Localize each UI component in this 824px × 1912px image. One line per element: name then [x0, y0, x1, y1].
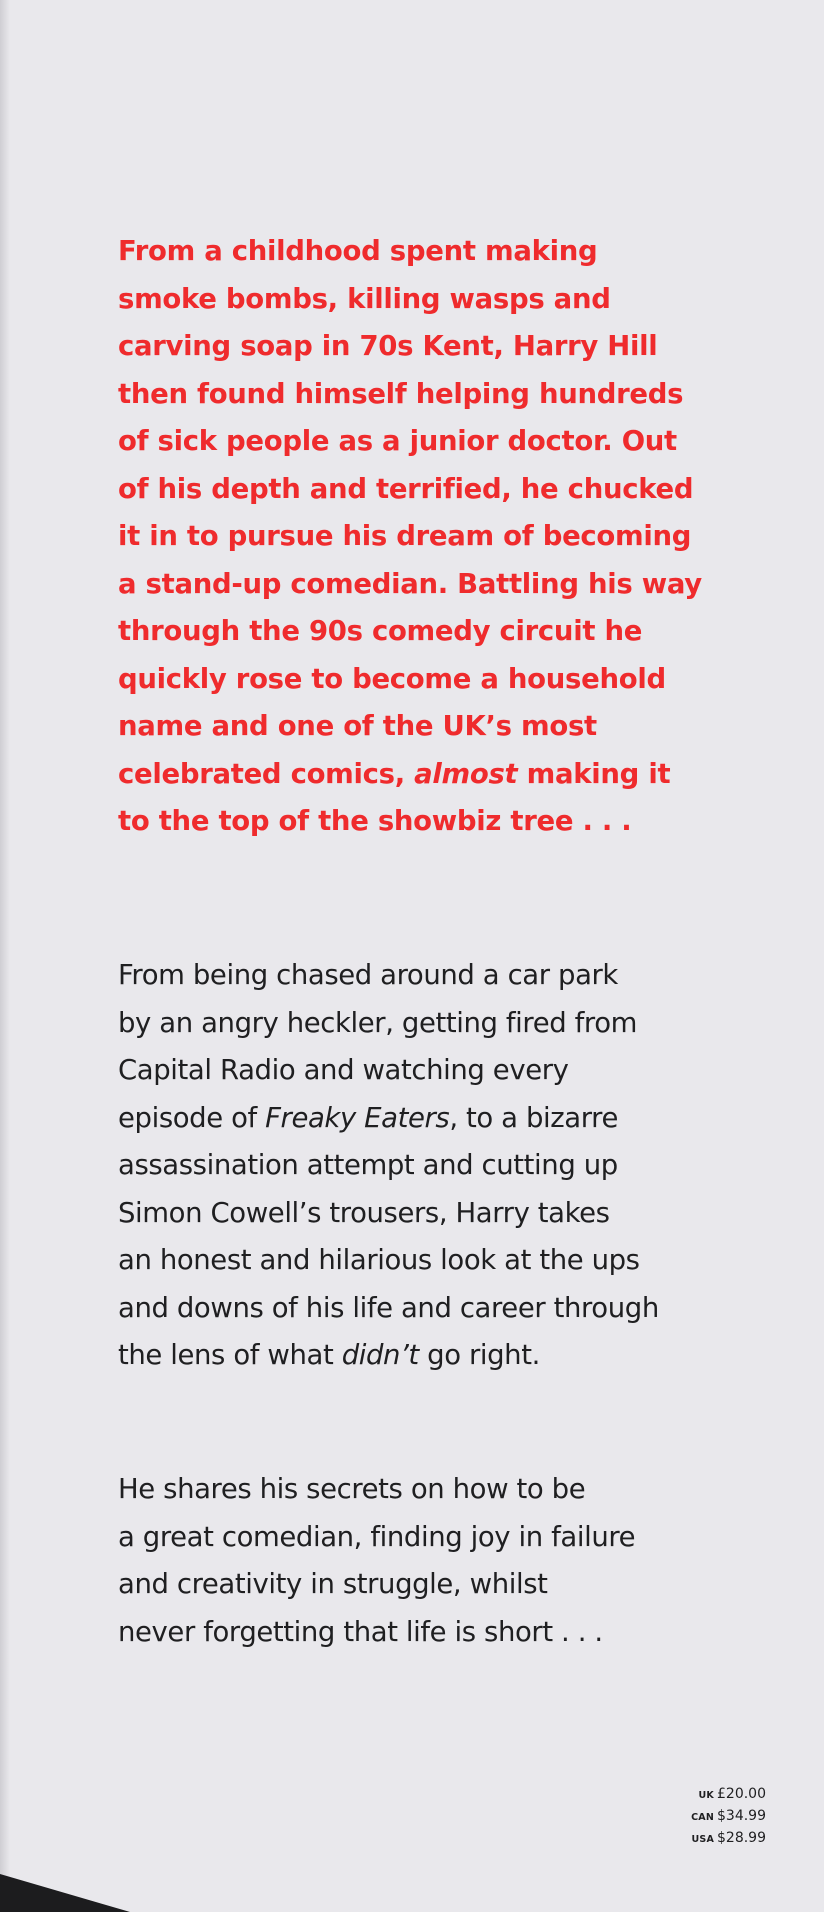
closing-paragraph: [118, 1466, 798, 1656]
body-line: Simon Cowell’s trousers, Harry takes: [118, 1196, 610, 1229]
price-amount: $34.99: [717, 1808, 766, 1824]
price-amount: $28.99: [717, 1830, 766, 1846]
dark-corner-shape: [0, 1874, 130, 1912]
body-text: , to a bizarre: [449, 1101, 618, 1134]
body-line: [118, 1332, 798, 1380]
blurb-line: it in to pursue his dream of becoming: [118, 520, 692, 552]
body-text: go right.: [418, 1339, 540, 1371]
description-paragraph: [118, 952, 798, 1380]
body-line: [118, 1095, 798, 1143]
price-uk: [691, 1784, 766, 1806]
blurb-line: of his depth and terrified, he chucked: [118, 472, 694, 505]
blurb-line: of sick people as a junior doctor. Out: [118, 425, 677, 457]
body-line: and creativity in struggle, whilst: [118, 1568, 548, 1600]
body-line: and downs of his life and career through: [118, 1291, 659, 1324]
price-usa: [691, 1828, 766, 1850]
blurb-emphasis: almost: [414, 757, 518, 790]
body-line: never forgetting that life is short . . .: [118, 1615, 603, 1648]
body-line: Capital Radio and watching every: [118, 1054, 569, 1086]
blurb-line: through the 90s comedy circuit he: [118, 615, 643, 647]
blurb-line: [118, 751, 778, 799]
body-line: by an angry heckler, getting fired from: [118, 1006, 638, 1039]
blurb-line: smoke bombs, killing wasps and: [118, 282, 611, 315]
blurb-line: quickly rose to become a household: [118, 662, 666, 695]
body-text: episode of: [118, 1101, 266, 1134]
currency-label: USA: [691, 1834, 714, 1845]
blurb-line: name and one of the UK’s most: [118, 710, 597, 742]
currency-label: CAN: [691, 1812, 714, 1823]
price-list: [691, 1784, 766, 1850]
price-amount: £20.00: [717, 1786, 766, 1802]
show-title: Freaky Eaters: [265, 1101, 450, 1134]
body-text: the lens of what: [118, 1339, 342, 1371]
price-can: [691, 1806, 766, 1828]
cover-edge-shadow: [0, 0, 10, 1912]
currency-label: UK: [698, 1790, 714, 1801]
blurb-red-paragraph: [118, 228, 778, 846]
blurb-text: celebrated comics,: [118, 757, 415, 790]
body-line: a great comedian, finding joy in failure: [118, 1520, 636, 1553]
body-emphasis: didn’t: [341, 1339, 419, 1371]
blurb-line: to the top of the showbiz tree . . .: [118, 805, 632, 837]
body-line: an honest and hilarious look at the ups: [118, 1244, 640, 1276]
body-line: assassination attempt and cutting up: [118, 1149, 618, 1181]
blurb-line: then found himself helping hundreds: [118, 377, 684, 410]
blurb-text: making it: [517, 757, 671, 790]
body-line: He shares his secrets on how to be: [118, 1473, 586, 1505]
body-line: From being chased around a car park: [118, 959, 618, 991]
blurb-line: From a childhood spent making: [118, 235, 598, 267]
blurb-line: carving soap in 70s Kent, Harry Hill: [118, 330, 658, 362]
blurb-line: a stand-up comedian. Battling his way: [118, 567, 702, 600]
